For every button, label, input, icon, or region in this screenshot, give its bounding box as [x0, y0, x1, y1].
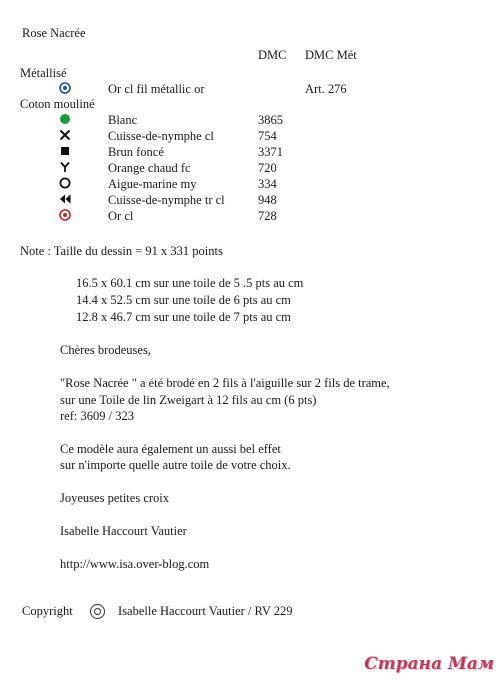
copyright-author-ref: Isabelle Haccourt Vautier / RV 229 [118, 604, 293, 618]
thread-name: Aigue-marine my [108, 177, 197, 191]
x-cross-icon [59, 129, 71, 141]
letter-paragraph-line: sur une Toile de lin Zweigart à 12 fils au cm (6 pts) [60, 393, 317, 407]
open-circle-icon [59, 177, 71, 189]
design-size-note: Note : Taille du dessin = 91 x 331 points [20, 244, 223, 258]
letter-closing: Joyeuses petites croix [60, 491, 170, 505]
letter-paragraph-line: "Rose Nacrée " a été brodé en 2 fils à l'aiguille sur 2 fils de trame, [60, 376, 390, 390]
filled-square-icon [59, 145, 71, 157]
letter-paragraph-line: sur n'importe quelle autre toile de votre choix. [60, 458, 291, 472]
copyright-label: Copyright [22, 604, 73, 618]
thread-dmc-code: 754 [258, 129, 277, 143]
circle-dot-red-icon [59, 209, 71, 221]
thread-name: Cuisse-de-nymphe cl [108, 129, 214, 143]
thread-dmc-code: 948 [258, 193, 277, 207]
circle-dot-blue-icon [59, 82, 71, 94]
pattern-title: Rose Nacrée [22, 26, 86, 40]
double-arrow-left-icon [59, 193, 71, 205]
thread-dmc-code: 334 [258, 177, 277, 191]
thread-name: Orange chaud fc [108, 161, 191, 175]
letter-paragraph-line: ref: 3609 / 323 [60, 409, 134, 423]
metallic-thread-code: Art. 276 [305, 82, 347, 96]
site-watermark-logo: Страна Мам [364, 654, 494, 674]
thread-name: Brun foncé [108, 145, 164, 159]
letter-greeting: Chères brodeuses, [60, 343, 151, 357]
thread-dmc-code: 3865 [258, 113, 283, 127]
thread-dmc-code: 3371 [258, 145, 283, 159]
metallic-thread-name: Or cl fil métallic or [108, 82, 205, 96]
metallic-section-label: Métallisé [20, 66, 67, 80]
dmc-column-header: DMC [258, 48, 287, 62]
size-line: 12.8 x 46.7 cm sur une toile de 7 pts au cm [76, 310, 291, 324]
size-line: 16.5 x 60.1 cm sur une toile de 5 .5 pts au cm [76, 276, 304, 290]
cotton-section-label: Coton mouliné [20, 97, 95, 111]
letter-signature: Isabelle Haccourt Vautier [60, 524, 187, 538]
filled-circle-green-icon [59, 113, 71, 125]
thread-dmc-code: 720 [258, 161, 277, 175]
size-line: 14.4 x 52.5 cm sur une toile de 6 pts au cm [76, 293, 291, 307]
website-link[interactable]: http://www.isa.over-blog.com [60, 557, 210, 571]
thread-name: Blanc [108, 113, 138, 127]
dmc-met-column-header: DMC Mét [305, 48, 357, 62]
thread-dmc-code: 728 [258, 209, 277, 223]
letter-paragraph-line: Ce modèle aura également un aussi bel effet [60, 442, 281, 456]
thread-name: Or cl [108, 209, 134, 223]
y-fork-icon [59, 161, 71, 173]
thread-name: Cuisse-de-nymphe tr cl [108, 193, 225, 207]
copyright-icon [90, 604, 105, 619]
